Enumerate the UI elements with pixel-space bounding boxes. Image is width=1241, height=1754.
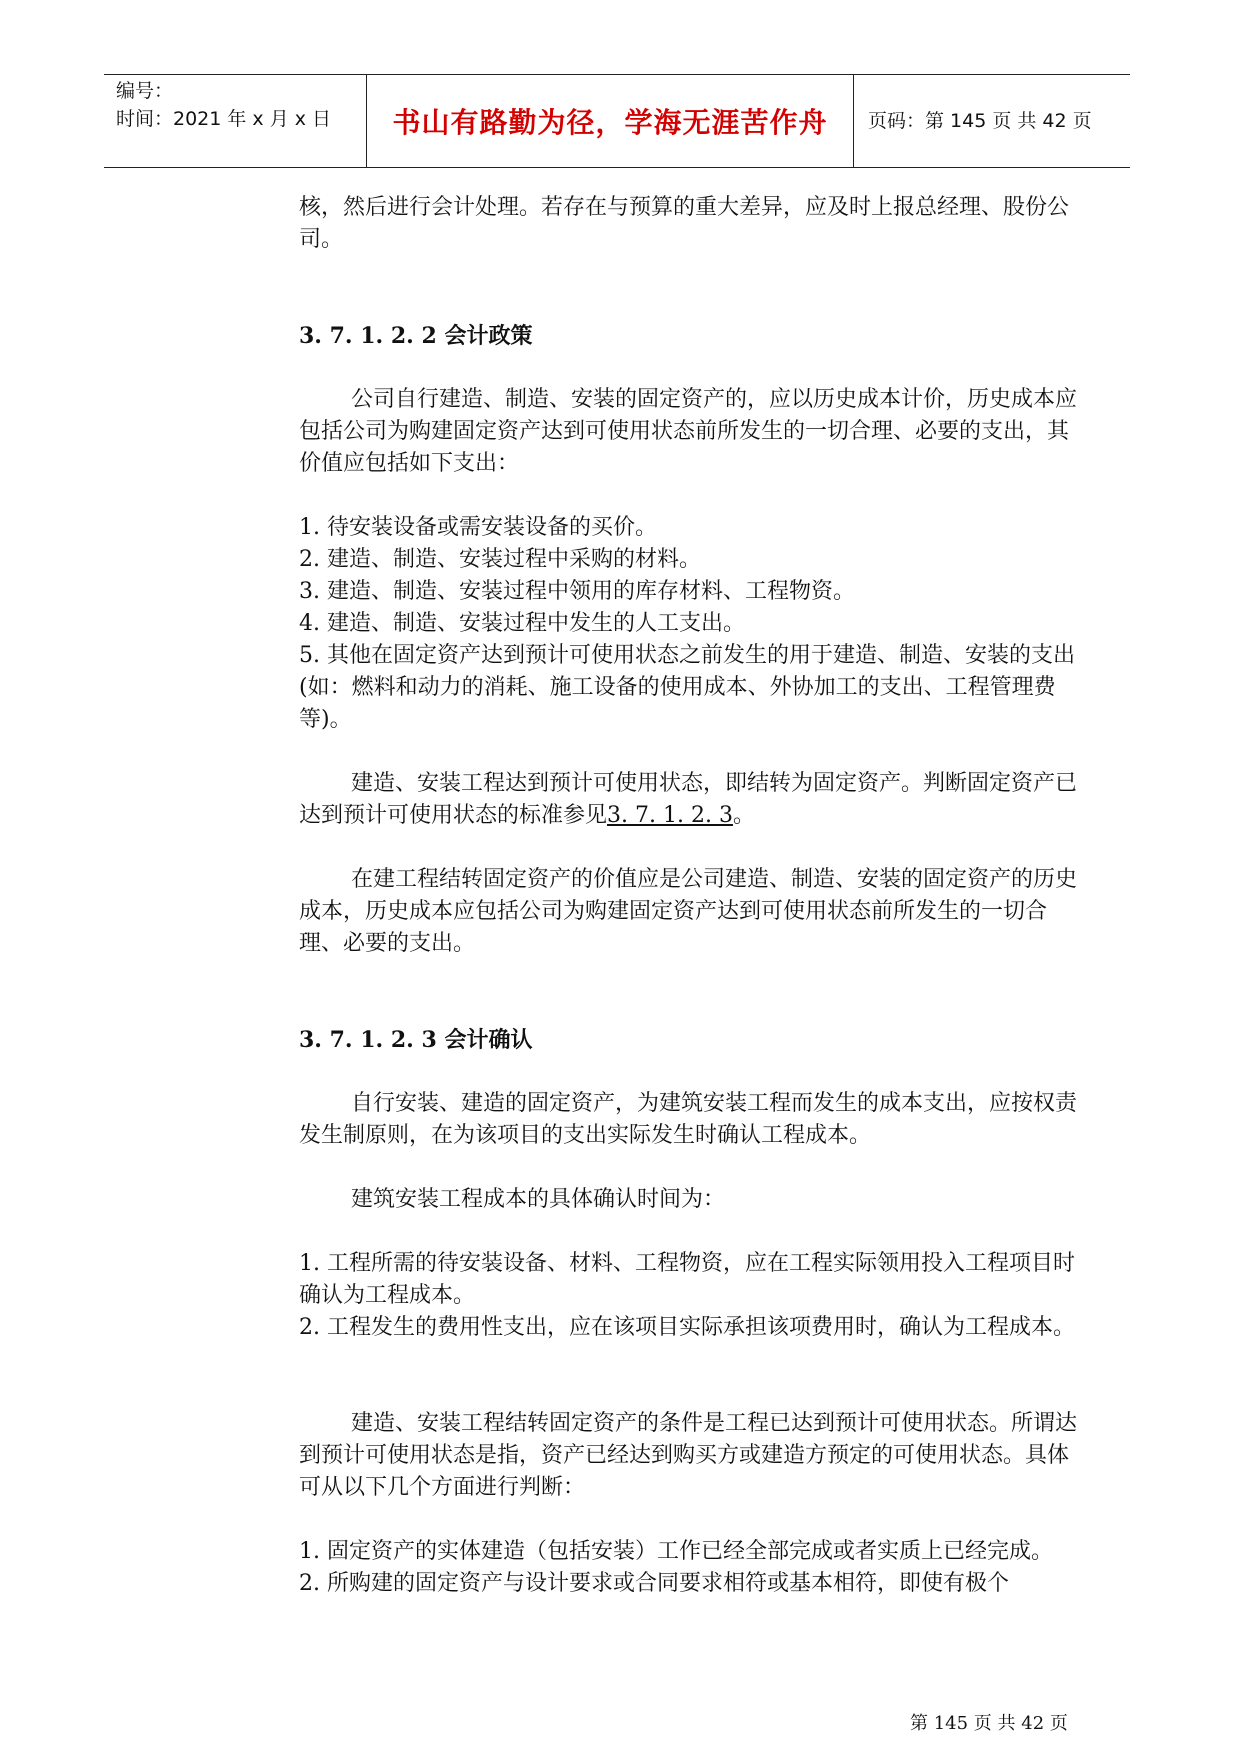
list-item: 2. 所购建的固定资产与设计要求或合同要求相符或基本相符，即使有极个 xyxy=(299,1571,1009,1596)
list-item: 3. 建造、制造、安装过程中领用的库存材料、工程物资。 xyxy=(299,579,855,604)
list-item: 5. 其他在固定资产达到预计可使用状态之前发生的用于建造、制造、安装的支出(如：燃料和动力的消耗、施工设备的使用成本、外协加工的支出、工程管理费等)。 xyxy=(299,643,1075,732)
paragraph-transfer xyxy=(299,768,1089,832)
paragraph-value: 在建工程结转固定资产的价值应是公司建造、制造、安装的固定资产的历史成本，历史成本应包括公司为购建固定资产达到可使用状态前所发生的一切合理、必要的支出。 xyxy=(299,867,1078,956)
list-timing xyxy=(299,1248,1089,1344)
list-item: 1. 待安装设备或需安装设备的买价。 xyxy=(299,515,657,540)
list-item: 2. 工程发生的费用性支出，应在该项目实际承担该项费用时，确认为工程成本。 xyxy=(299,1315,1075,1340)
list-conditions xyxy=(299,1536,1089,1600)
motto: 书山有路勤为径，学海无涯苦作舟 xyxy=(392,106,828,139)
paragraph-policy: 公司自行建造、制造、安装的固定资产的，应以历史成本计价，历史成本应包括公司为购建固定资产达到可使用状态前所发生的一切合理、必要的支出，其价值应包括如下支出： xyxy=(299,387,1078,476)
paragraph-text: 。 xyxy=(732,803,755,828)
paragraph-conditions: 建造、安装工程结转固定资产的条件是工程已达到预计可使用状态。所谓达到预计可使用状态是指，资产已经达到购买方或建造方预定的可使用状态。具体可从以下几个方面进行判断： xyxy=(299,1411,1078,1500)
header-meta-cell xyxy=(104,75,367,167)
doc-number: 编号： xyxy=(116,80,174,102)
section-reference-link[interactable]: 3. 7. 1. 2. 3 xyxy=(607,803,733,828)
list-item: 2. 建造、制造、安装过程中采购的材料。 xyxy=(299,547,701,572)
section-heading-accounting-policy: 3. 7. 1. 2. 2 会计政策 xyxy=(299,323,533,349)
page-header xyxy=(104,74,1130,168)
page-footer: 第 145 页 共 42 页 xyxy=(910,1713,1068,1734)
section-heading-recognition: 3. 7. 1. 2. 3 会计确认 xyxy=(299,1027,533,1053)
header-page-cell xyxy=(854,75,1130,167)
paragraph-continuation: 核，然后进行会计处理。若存在与预算的重大差异，应及时上报总经理、股份公司。 xyxy=(299,195,1070,252)
list-item: 1. 工程所需的待安装设备、材料、工程物资，应在工程实际领用投入工程项目时确认为工程成本。 xyxy=(299,1251,1075,1308)
doc-time: 时间：2021 年 x 月 x 日 xyxy=(116,108,332,130)
header-page-info: 页码：第 145 页 共 42 页 xyxy=(868,110,1092,132)
paragraph-recognition: 自行安装、建造的固定资产，为建筑安装工程而发生的成本支出，应按权责发生制原则，在为该项目的支出实际发生时确认工程成本。 xyxy=(299,1091,1078,1148)
list-item: 4. 建造、制造、安装过程中发生的人工支出。 xyxy=(299,611,745,636)
paragraph-timing: 建筑安装工程成本的具体确认时间为： xyxy=(351,1187,726,1212)
paragraph-text: 建造、安装工程达到预计可使用状态，即结转为固定资产。判断固定资产已达到预计可使用状态的标准参见 xyxy=(299,771,1078,828)
header-motto-cell xyxy=(367,75,854,167)
list-item: 1. 固定资产的实体建造（包括安装）工作已经全部完成或者实质上已经完成。 xyxy=(299,1539,1053,1564)
list-costs xyxy=(299,512,1089,736)
